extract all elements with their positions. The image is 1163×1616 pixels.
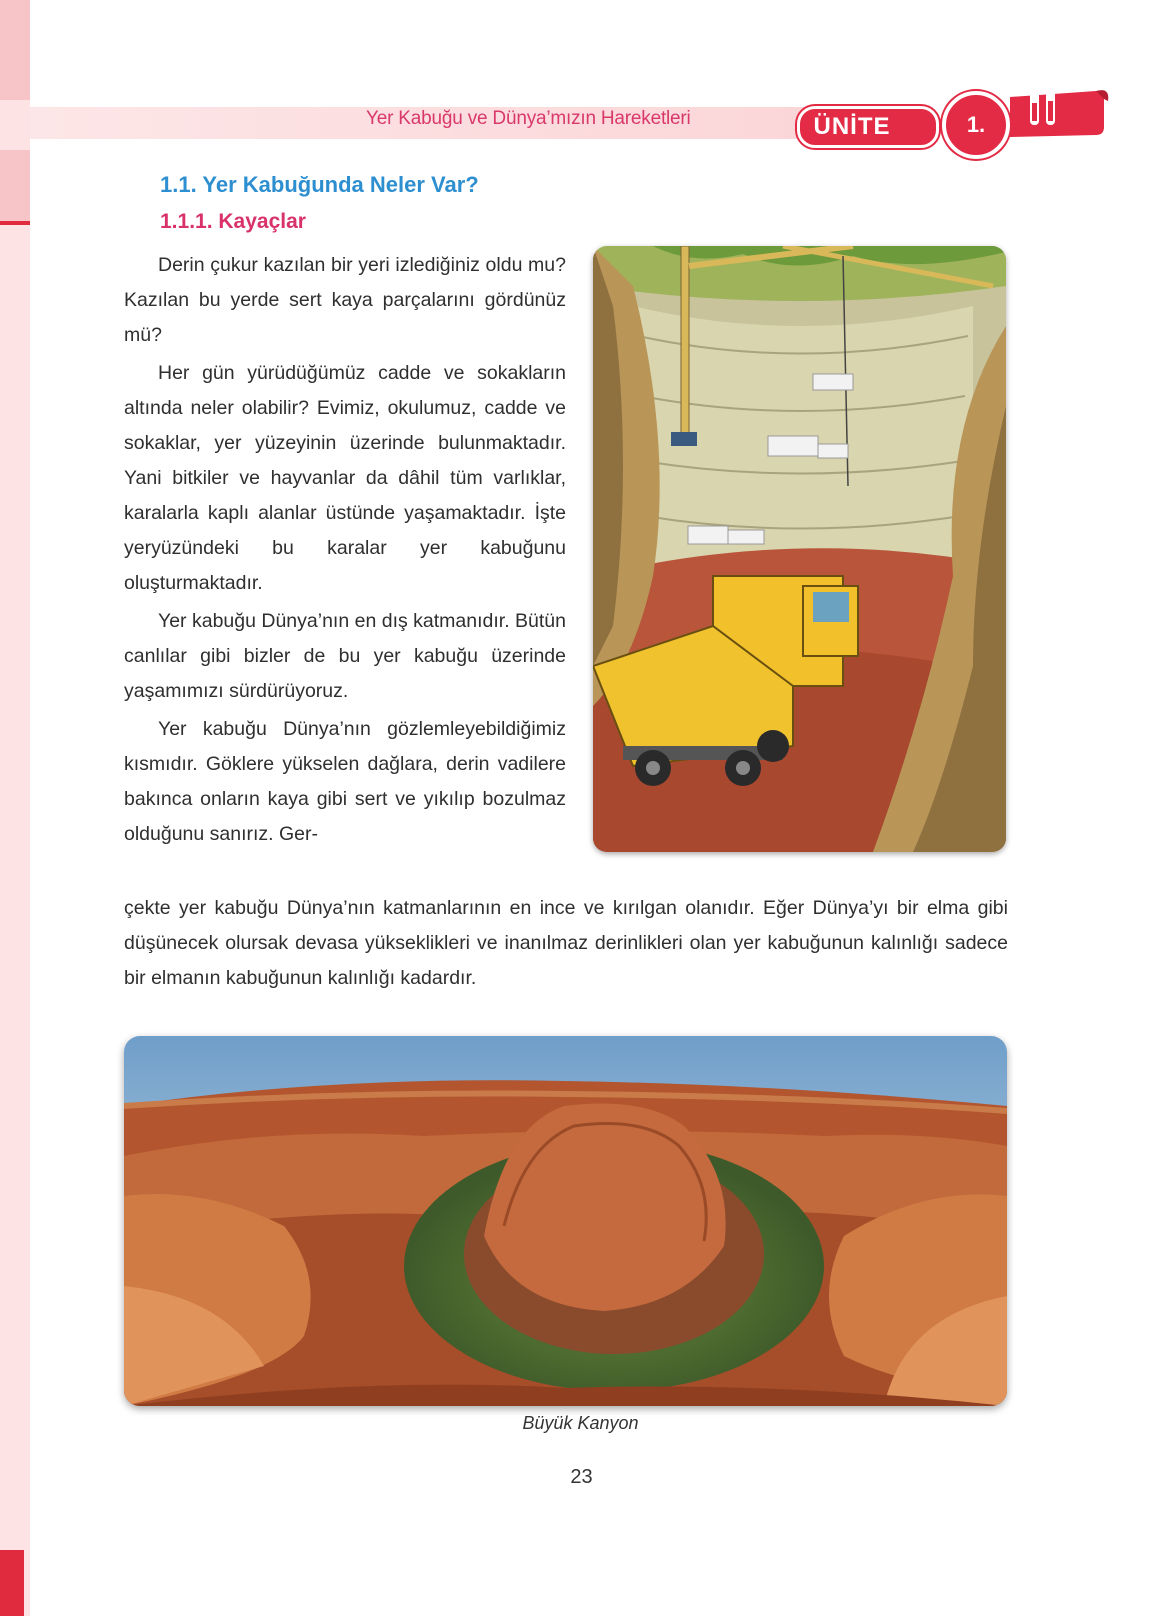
paragraph: Derin çukur kazılan bir yeri izlediğiniz oldu mu? Kazılan bu yerde sert kaya parçalarını gördünüz mü?	[124, 254, 566, 346]
body-text-column	[124, 248, 566, 855]
body-text-full-width	[124, 891, 1008, 996]
page-number: 23	[570, 1466, 593, 1488]
unit-label-badge: ÜNİTE	[797, 106, 939, 148]
left-margin-bottom-accent	[0, 1550, 24, 1616]
excavation-illustration	[593, 246, 1006, 852]
paragraph: Her gün yürüdüğümüz cadde ve sokakların altında neler olabilir? Evimiz, okulumuz, cadde ve sokaklar, yer yüzeyinin üzerinde bulunmaktadır. Yani bitkiler ve hayvanlar da dâhil tüm varlıklar, karalarla kaplı alanlar üstünde yaşamaktadır. İşte yeryüzündeki bu karalar yer kabuğunu oluşturmaktadır.	[124, 362, 566, 594]
section-heading: 1.1. Yer Kabuğunda Neler Var?	[160, 172, 479, 197]
subsection-heading: 1.1.1. Kayaçlar	[160, 210, 306, 233]
left-margin-strip	[0, 0, 30, 1616]
left-margin-accent	[0, 221, 30, 225]
grand-canyon-photo	[124, 1036, 1007, 1406]
paragraph-continuation: çekte yer kabuğu Dünya’nın katmanlarının en ince ve kırılgan olanıdır. Eğer Dünya’yı bir elma gibi düşünecek olursak devasa yükseklikleri ve inanılmaz derinlikleri olan yer kabuğunun kalınlığı sadece bir elmanın kabuğunun kalınlığı kadardır.	[124, 897, 1008, 989]
paragraph: Yer kabuğu Dünya’nın gözlemleyebildiğimiz kısmıdır. Göklere yükselen dağlara, derin vadilere bakınca onların kaya gibi sert ve yıkılıp bozulmaz olduğunu sanırız. Ger-	[124, 718, 566, 845]
paragraph: Yer kabuğu Dünya’nın en dış katmanıdır. Bütün canlılar gibi bizler de bu yer kabuğu üzerinde yaşamımızı sürdürüyoruz.	[124, 610, 566, 702]
chapter-title: Yer Kabuğu ve Dünya’mızın Hareketleri	[366, 108, 691, 129]
ribbon-icon	[1000, 83, 1110, 145]
unit-number-badge: 1.	[942, 91, 1010, 159]
figure-caption: Büyük Kanyon	[522, 1413, 639, 1433]
